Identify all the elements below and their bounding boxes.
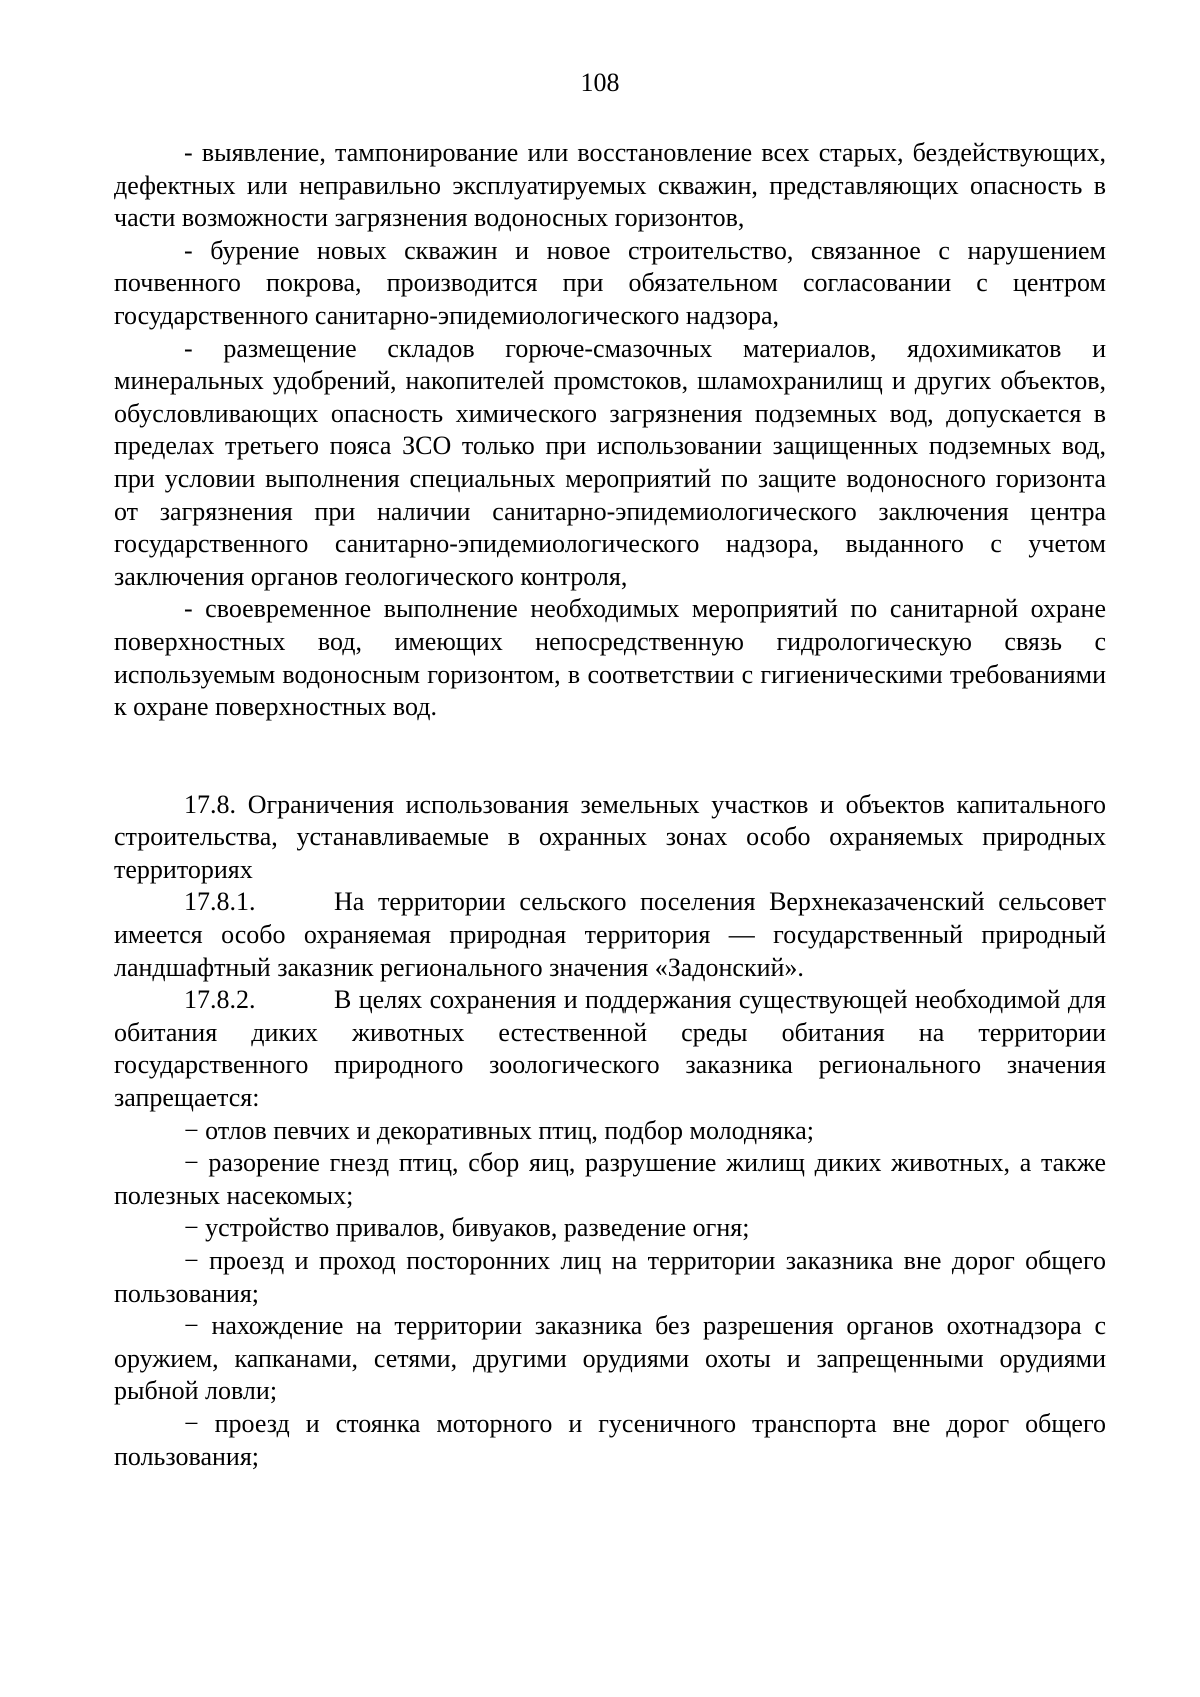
- bullet-paragraph: - выявление, тампонирование или восстановление всех старых, бездействующих, дефектных или неправильно эксплуатируемых скважин, представляющих опасность в части возможности загрязнения водоносных горизонтов,: [114, 138, 1106, 233]
- numbered-paragraph: [114, 984, 1106, 1114]
- section-spacer: [114, 724, 1106, 789]
- bullet-paragraph: - своевременное выполнение необходимых мероприятий по санитарной охране поверхностных вод, имеющих непосредственную гидрологическую связь с используемым водоносным горизонтом, в соответствии с гигиеническими требованиями к охране поверхностных вод.: [114, 594, 1106, 722]
- prohibition-item: − разорение гнезд птиц, сбор яиц, разрушение жилищ диких животных, а также полезных насекомых;: [114, 1148, 1106, 1210]
- prohibition-item: − нахождение на территории заказника без разрешения органов охотнадзора с оружием, капканами, сетями, другими орудиями охоты и запрещенными орудиями рыбной ловли;: [114, 1311, 1106, 1406]
- item-number: 17.8.2.: [184, 985, 256, 1015]
- bullet-paragraph: - бурение новых скважин и новое строительство, связанное с нарушением почвенного покрова, производится при обязательном согласовании с центром государственного санитарно-эпидемиологического надзора,: [114, 235, 1106, 330]
- prohibition-item: − проезд и проход посторонних лиц на территории заказника вне дорог общего пользования;: [114, 1246, 1106, 1308]
- prohibition-item: − проезд и стоянка моторного и гусеничного транспорта вне дорог общего пользования;: [114, 1408, 1106, 1471]
- numbered-paragraph: [114, 886, 1106, 984]
- item-number: 17.8.1.: [184, 887, 256, 917]
- item-text: В целях сохранения и поддержания существующей необходимой для обитания диких животных естественной среды обитания на территории государственного природного зоологического заказника регионального значения запрещается:: [114, 985, 1106, 1113]
- page-number: 108: [580, 68, 620, 97]
- bullet-paragraph: - размещение складов горюче-смазочных материалов, ядохимикатов и минеральных удобрений, накопителей промстоков, шламохранилищ и других объектов, обусловливающих опасность химического загрязнения подземных вод, допускается в пределах третьего пояса ЗСО только при использовании защищенных подземных вод, при условии выполнения специальных мероприятий по защите водоносного горизонта от загрязнения при наличии санитарно-эпидемиологического заключения центра государственного санитарно-эпидемиологического надзора, выданного с учетом заключения органов геологического контроля,: [114, 333, 1106, 591]
- item-text: На территории сельского поселения Верхнеказаченский сельсовет имеется особо охраняемая природная территория — государственный природный ландшафтный заказник регионального значения «Задонский».: [114, 887, 1106, 982]
- prohibition-item: − устройство привалов, бивуаков, разведение огня;: [184, 1213, 750, 1243]
- section-heading: 17.8. Ограничения использования земельных участков и объектов капитального строительства, устанавливаемые в охранных зонах особо охраняемых природных территориях: [114, 789, 1106, 884]
- prohibition-item: − отлов певчих и декоративных птиц, подбор молодняка;: [184, 1115, 814, 1145]
- document-body: [114, 137, 1106, 1473]
